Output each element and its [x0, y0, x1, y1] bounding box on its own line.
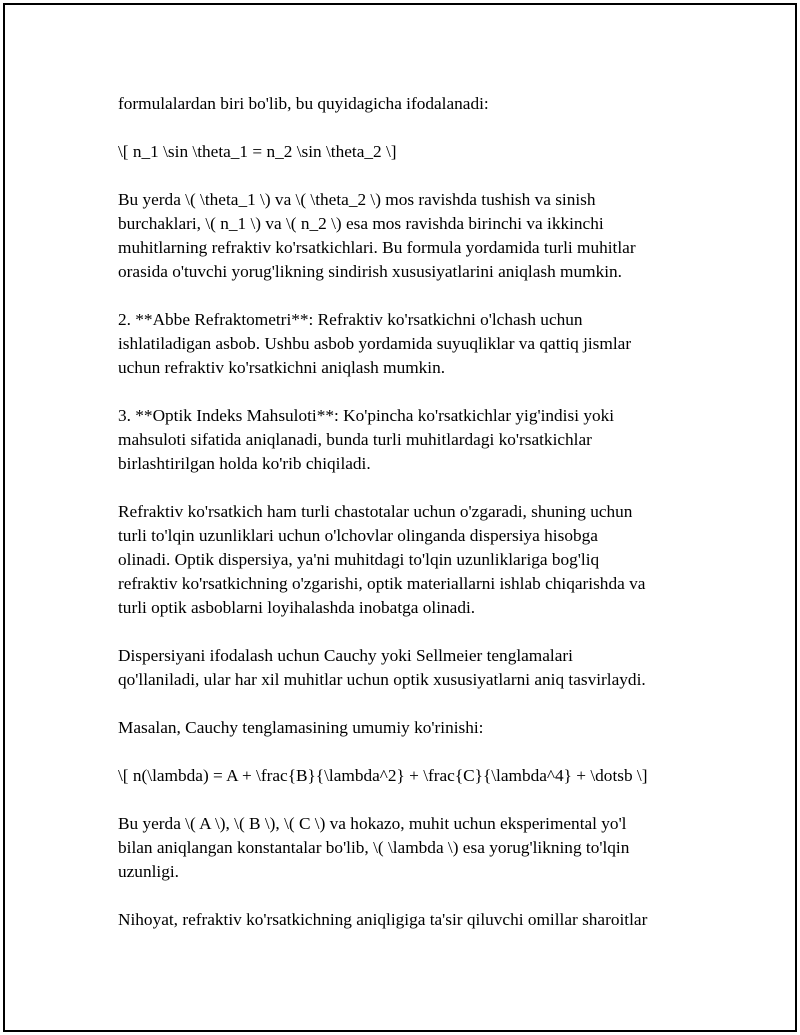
paragraph-cauchy-constants: Bu yerda \( A \), \( B \), \( C \) va hokazo, muhit uchun eksperimental yo'l bilan aniqlangan konstantalar bo'lib, \( \lambda \) esa yorug'likning to'lqin uzunligi. [118, 814, 630, 881]
document-body [118, 92, 698, 956]
paragraph-intro-continuation: formulalardan biri bo'lib, bu quyidagicha ifodalanadi: [118, 94, 489, 113]
paragraph-dispersion: Refraktiv ko'rsatkich ham turli chastotalar uchun o'zgaradi, shuning uchun turli to'lqin uzunliklari uchun o'lchovlar olinganda dispersiya hisobga olinadi. Optik dispersiya, ya'ni muhitdagi to'lqin uzunliklariga bog'liq refraktiv ko'rsatkichning o'zgarishi, optik materiallarni ishlab chiqarishda va turli optik asboblarni loyihalashda inobatga olinadi. [118, 502, 646, 617]
paragraph-snell-explanation: Bu yerda \( \theta_1 \) va \( \theta_2 \) mos ravishda tushish va sinish burchaklari, \( n_1 \) va \( n_2 \) esa mos ravishda birinchi va ikkinchi muhitlarning refraktiv ko'rsatkichlari. Bu formula yordamida turli muhitlar orasida o'tuvchi yorug'likning sindirish xususiyatlarini aniqlash mumkin. [118, 190, 636, 281]
snell-law-formula: \[ n_1 \sin \theta_1 = n_2 \sin \theta_2 \] [118, 142, 397, 161]
paragraph-cauchy-sellmeier: Dispersiyani ifodalash uchun Cauchy yoki Sellmeier tenglamalari qo'llaniladi, ular har xil muhitlar uchun optik xususiyatlarni aniq tasvirlaydi. [118, 646, 646, 689]
cauchy-formula: \[ n(\lambda) = A + \frac{B}{\lambda^2} + \frac{C}{\lambda^4} + \dotsb \] [118, 766, 648, 785]
list-item-abbe-refractometer: 2. **Abbe Refraktometri**: Refraktiv ko'rsatkichni o'lchash uchun ishlatiladigan asbob. Ushbu asbob yordamida suyuqliklar va qattiq jismlar uchun refraktiv ko'rsatkichni aniqlash mumkin. [118, 310, 632, 377]
list-item-optical-index-product: 3. **Optik Indeks Mahsuloti**: Ko'pincha ko'rsatkichlar yig'indisi yoki mahsuloti sifatida aniqlanadi, bunda turli muhitlardagi ko'rsatkichlar birlashtirilgan holda ko'rib chiqiladi. [118, 406, 615, 473]
paragraph-cauchy-intro: Masalan, Cauchy tenglamasining umumiy ko'rinishi: [118, 718, 484, 737]
paragraph-final: Nihoyat, refraktiv ko'rsatkichning aniqligiga ta'sir qiluvchi omillar sharoitlar [118, 910, 648, 929]
